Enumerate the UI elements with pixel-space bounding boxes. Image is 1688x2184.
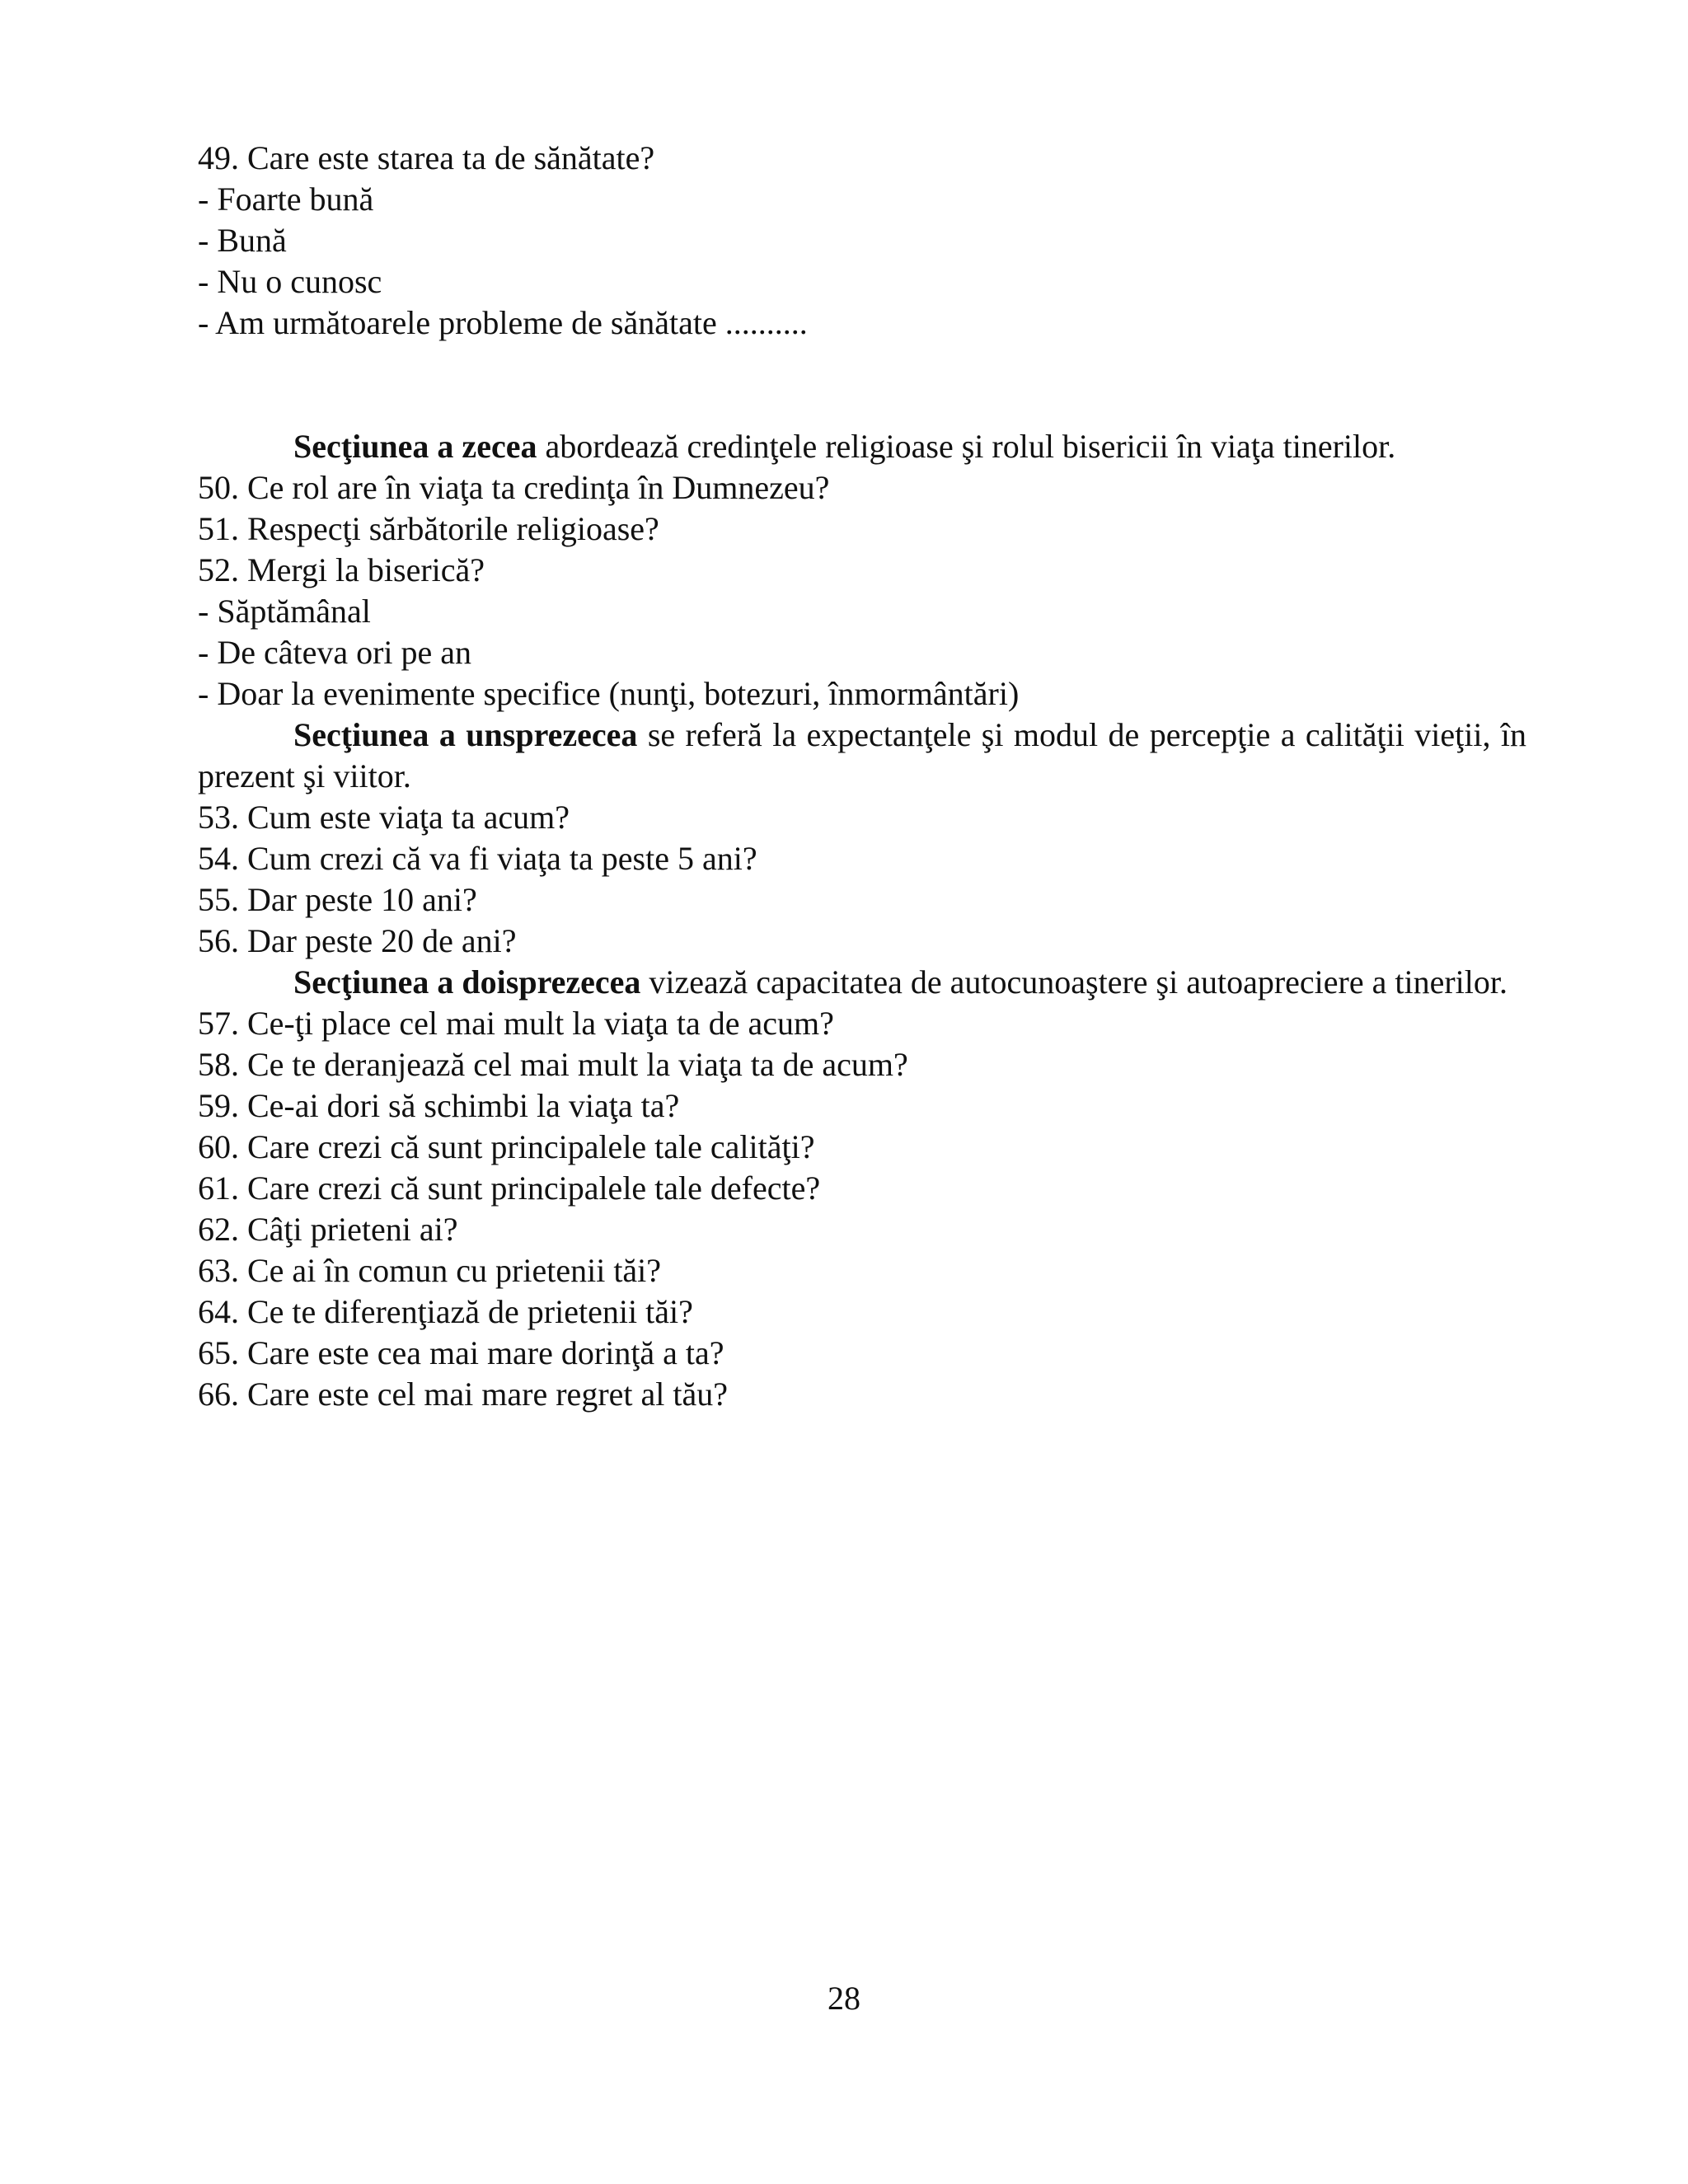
section-eleven xyxy=(198,715,1526,962)
page-number: 28 xyxy=(828,1980,860,2017)
question-line: 64. Ce te diferenţiază de prietenii tăi? xyxy=(198,1293,693,1330)
section-eleven-intro xyxy=(198,715,1526,797)
question-line: 66. Care este cel mai mare regret al tău? xyxy=(198,1376,728,1413)
section-ten-intro xyxy=(198,426,1526,467)
question-line: 51. Respecţi sărbătorile religioase? xyxy=(198,510,659,547)
question-line: 61. Care crezi că sunt principalele tale defecte? xyxy=(198,1169,821,1207)
question-line: 62. Câţi prieteni ai? xyxy=(198,1211,458,1248)
page-body xyxy=(198,138,1526,1415)
option-line: - Doar la evenimente specifice (nunţi, botezuri, înmormântări) xyxy=(198,675,1020,712)
section-eleven-description: se referă la expectanţele şi modul de percepţie a calităţii vieţii, în prezent şi viitor. xyxy=(198,716,1526,794)
option-line: - Bună xyxy=(198,222,287,259)
blank-gap xyxy=(198,344,1526,426)
option-line: - Săptămânal xyxy=(198,593,371,630)
question-line: 50. Ce rol are în viaţa ta credinţa în Dumnezeu? xyxy=(198,469,830,506)
question-49-block xyxy=(198,138,1526,344)
option-line: - Foarte bună xyxy=(198,180,374,218)
question-line: 63. Ce ai în comun cu prietenii tăi? xyxy=(198,1252,662,1289)
option-line: - Am următoarele probleme de sănătate .......... xyxy=(198,304,808,341)
section-ten xyxy=(198,426,1526,715)
section-twelve-description: vizează capacitatea de autocunoaştere şi autoapreciere a tinerilor. xyxy=(640,963,1508,1001)
question-line: 52. Mergi la biserică? xyxy=(198,551,485,588)
question-line: 53. Cum este viaţa ta acum? xyxy=(198,799,570,836)
question-line: 58. Ce te deranjează cel mai mult la viaţa ta de acum? xyxy=(198,1046,908,1083)
section-ten-description: abordează credinţele religioase şi rolul bisericii în viaţa tinerilor. xyxy=(537,428,1396,465)
question-line: 56. Dar peste 20 de ani? xyxy=(198,922,517,959)
option-line: - Nu o cunosc xyxy=(198,263,382,300)
question-line: 60. Care crezi că sunt principalele tale calităţi? xyxy=(198,1128,815,1165)
section-twelve xyxy=(198,962,1526,1415)
question-line: 55. Dar peste 10 ani? xyxy=(198,881,477,918)
question-line: 54. Cum crezi că va fi viaţa ta peste 5 ani? xyxy=(198,840,757,877)
question-line: 59. Ce-ai dori să schimbi la viaţa ta? xyxy=(198,1087,680,1124)
section-ten-heading: Secţiunea a zecea xyxy=(293,428,537,465)
question-line: 65. Care este cea mai mare dorinţă a ta? xyxy=(198,1334,724,1371)
section-twelve-intro xyxy=(198,962,1526,1003)
section-twelve-heading: Secţiunea a doisprezecea xyxy=(293,963,641,1001)
question-49: 49. Care este starea ta de sănătate? xyxy=(198,139,655,176)
option-line: - De câteva ori pe an xyxy=(198,634,472,671)
question-line: 57. Ce-ţi place cel mai mult la viaţa ta de acum? xyxy=(198,1005,834,1042)
section-eleven-heading: Secţiunea a unsprezecea xyxy=(293,716,638,753)
